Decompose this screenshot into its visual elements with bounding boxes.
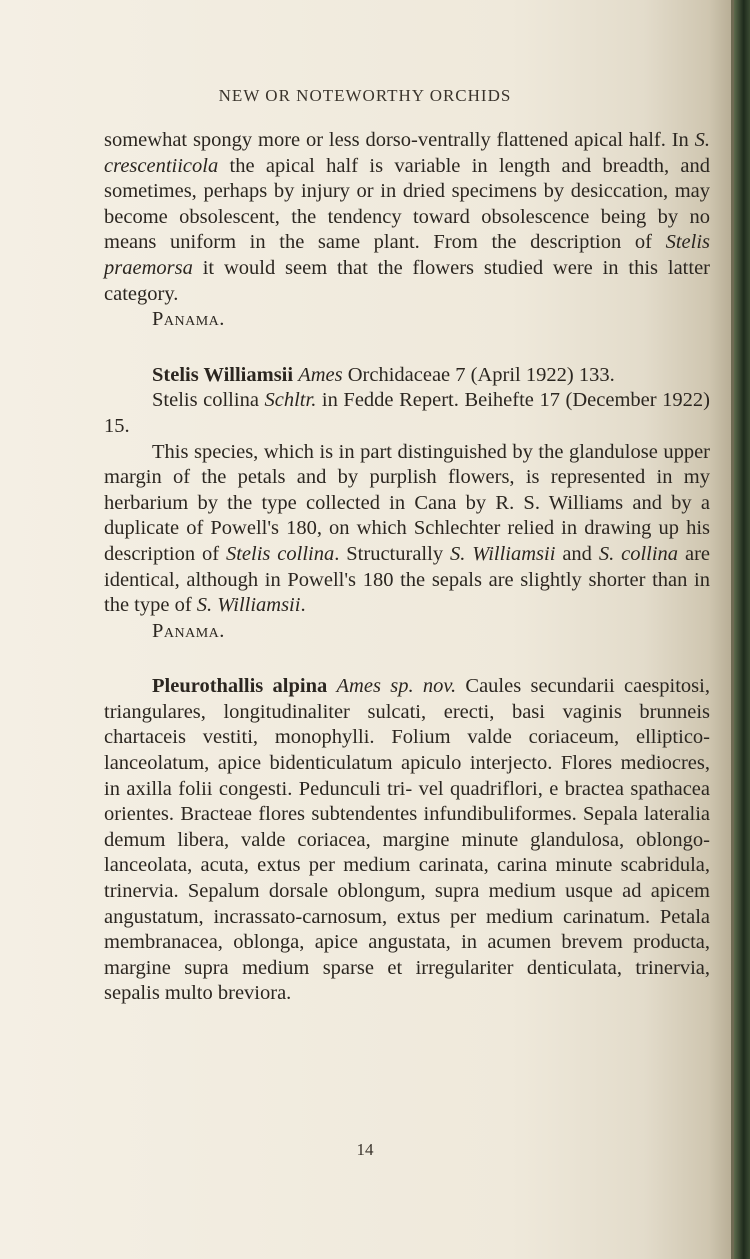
species-citation: Orchidaceae 7 (April 1922) 133. [342,363,615,386]
spacer [104,644,710,674]
paragraph-discussion [104,440,710,619]
page-body [104,128,710,1007]
running-head: NEW OR NOTEWORTHY ORCHIDS [218,86,512,105]
text-run: . [300,594,306,617]
synonym-author: Schltr. [264,389,317,412]
species-name: S. Williamsii [196,594,301,617]
species-name: S. Williamsii [449,542,556,565]
species-name: S. crescentiicola [104,129,710,177]
text-run: are identical, although in Powell's 180 the sepals are slightly shorter than in the type of [104,542,710,617]
text-run: somewhat spongy more or less dorso-ventrally flattened apical half. In [104,129,695,151]
text-run: and [555,542,599,565]
latin-description: Caules secundarii caespitosi, triangulares, longitudinaliter sulcati, erecti, basi vaginis brunneis chartaceis vestiti, monophylli. Folium valde coriaceum, elliptico-lanceolatum, apice bidenticulatum apiculo interjecto. Flores mediocres, in axilla folii congesti. Pedunculi tri- vel quadriflori, e bractea spathacea orientes. Bracteae flores subtendentes infundibuliformes. Sepala lateralia demum libera, valde coriacea, margine minute glandulosa, oblongo-lanceolata, acuta, extus per medium carinata, carina minute scabridula, trinervia. Sepalum dorsale oblongum, supra medium usque ad apicem angustatum, incrassato-carnosum, extus per medium carinatum. Petala membranacea, oblonga, apice angustata, in acumen brevem producta, margine supra medium sparse et irregulariter denticulata, trinervia, sepalis multo breviora. [104,675,710,1005]
text-run: the apical half is variable in length and breadth, and sometimes, perhaps by injury or in dried specimens by desiccation, may become obsolescent, the tendency toward obsolescence being by no means uniform in the same plant. From the description of [104,154,710,254]
species-title: Pleurothallis alpina [152,675,328,698]
book-edge [734,0,750,1259]
species-author: Ames sp. nov. [336,675,457,698]
paragraph-continuation [104,128,710,307]
species-description [104,674,710,1007]
species-name: Stelis praemorsa [104,231,710,279]
species-author: Ames [298,363,343,386]
page-number: 14 [356,1140,374,1159]
text-run: . Structurally [334,542,450,565]
synonym-name: Stelis collina [152,389,265,412]
locality: Panama. [152,619,225,642]
species-name: S. collina [598,542,679,565]
species-title: Stelis Williamsii [152,363,294,386]
species-heading [104,363,710,389]
locality: Panama. [152,308,225,331]
synonym [104,388,710,439]
spacer [104,333,710,363]
text-run: it would seem that the flowers studied were in this latter category. [104,256,710,305]
species-name: Stelis collina [225,542,335,565]
synonym-citation: in Fedde Repert. Beihefte 17 (December 1922) 15. [104,389,710,437]
text-run: This species, which is in part distinguished by the glandulose upper margin of the petals and by purplish flowers, is represented in my herbarium by the type collected in Cana by R. S. Williams and by a duplicate of Powell's 180, on which Schlechter relied in drawing up his description of [104,440,710,565]
